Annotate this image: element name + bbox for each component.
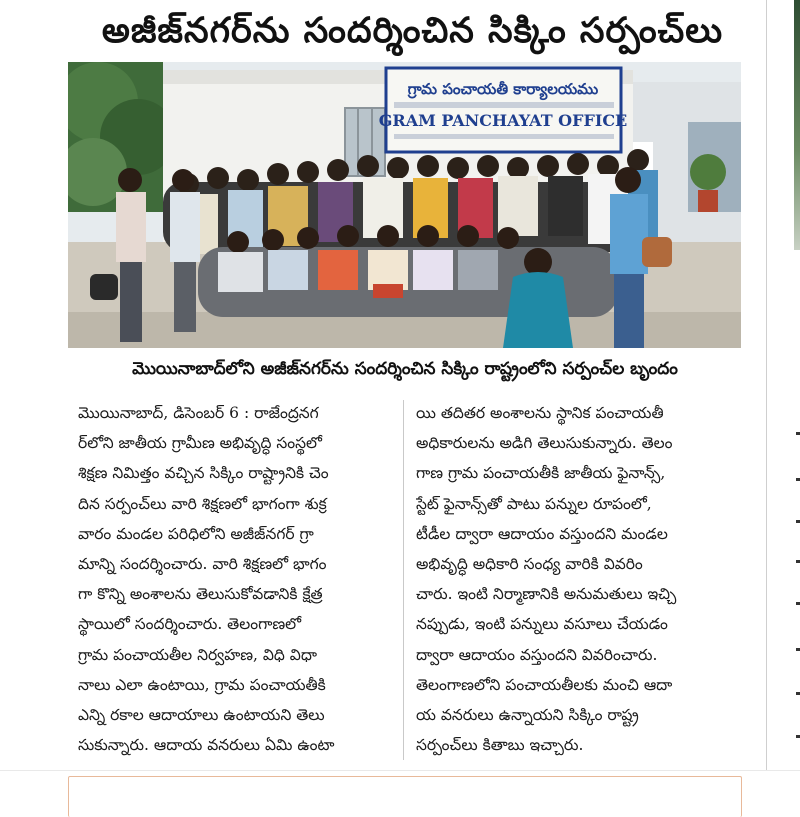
column-divider	[403, 400, 404, 760]
body-line: అధికారులను అడిగి తెలుసుకున్నారు. తెలం	[416, 434, 673, 453]
body-line: టీడీల ద్వారా ఆదాయం వస్తుందని మండల	[416, 524, 668, 543]
body-line: సర్పంచ్‌లు కితాబు ఇచ్చారు.	[416, 736, 584, 755]
body-line: తెలంగాణలోని పంచాయతీలకు మంచి ఆదా	[416, 675, 673, 694]
photo-caption: మొయినాబాద్‌లోని అజీజ్‌నగర్‌ను సందర్శించిన సిక్కిం రాష్ట్రంలోని సర్పంచ్‌ల బృందం	[132, 359, 678, 379]
body-line: ర్‌లోని జాతీయ గ్రామీణ అభివృద్ధి సంస్థలో	[78, 434, 322, 453]
body-line: నాలు ఎలా ఉంటాయి, గ్రామ పంచాయతీకి	[78, 675, 326, 694]
body-line: స్టేట్ ఫైనాన్స్‌తో పాటు పన్నుల రూపంలో,	[416, 494, 652, 513]
body-line: మొయినాబాద్, డిసెంబర్ 6 : రాజేంద్రనగ	[78, 404, 319, 422]
body-line: య వనరులు ఉన్నాయని సిక్కిం రాష్ట్ర	[416, 705, 639, 724]
body-line: గ్రామ పంచాయతీల నిర్వహణ, విధి విధా	[78, 645, 317, 664]
body-line: స్థాయిలో సందర్శించారు. తెలంగాణలో	[78, 615, 302, 634]
adjacent-text-fragment	[796, 432, 800, 435]
body-line: శిక్షణ నిమిత్తం వచ్చిన సిక్కిం రాష్ట్రానికి చెం	[78, 464, 329, 483]
body-line: గా కొన్ని అంశాలను తెలుసుకోవడానికి క్షేత్ర	[78, 585, 323, 604]
adjacent-text-fragment	[796, 692, 800, 695]
article-body-right-column	[416, 398, 741, 760]
body-line: గాణ గ్రామ పంచాయతీకి జాతీయ ఫైనాన్స్,	[416, 464, 666, 483]
body-line: ఎన్ని రకాల ఆదాయాలు ఉంటాయని తెలు	[78, 705, 325, 724]
body-line: వారం మండల పరిధిలోని అజీజ్‌నగర్ గ్రా	[78, 524, 314, 543]
body-line: చారు. ఇంటి నిర్మాణానికి అనుమతులు ఇచ్చి	[416, 585, 677, 604]
article-headline: అజీజ్‌నగర్‌ను సందర్శించిన సిక్కిం సర్పంచ్‌లు	[101, 11, 724, 51]
adjacent-text-fragment	[796, 735, 800, 738]
body-line: అభివృద్ధి అధికారి సంధ్య వారికి వివరిం	[416, 554, 643, 573]
article-body-left-column	[78, 398, 403, 760]
adjacent-text-fragment	[796, 560, 800, 563]
adjacent-text-fragment	[796, 478, 800, 481]
adjacent-photo-edge	[794, 0, 800, 250]
next-article-box	[68, 776, 742, 817]
adjacent-text-fragment	[796, 602, 800, 605]
body-line: దిన సర్పంచ్‌లు వారి శిక్షణలో భాగంగా శుక్ర	[78, 494, 327, 513]
section-divider	[0, 770, 800, 771]
sign-english-text: GRAM PANCHAYAT OFFICE	[378, 111, 628, 130]
body-line: సుకున్నారు. ఆదాయ వనరులు ఏమి ఉంటా	[78, 736, 335, 755]
body-line: నప్పుడు, ఇంటి పన్నులు వసూలు చేయడం	[416, 615, 668, 634]
standing-man-left	[170, 169, 200, 332]
adjacent-article-edge	[766, 0, 800, 770]
body-line: మాన్ని సందర్శించారు. వారి శిక్షణలో భాగం	[78, 554, 327, 573]
adjacent-text-fragment	[796, 648, 800, 651]
news-article	[60, 0, 765, 770]
group-photo-illustration	[68, 62, 741, 348]
adjacent-text-fragment	[796, 520, 800, 523]
page-column-rule	[766, 0, 767, 770]
sign-telugu-text: గ్రామ పంచాయతీ కార్యాలయము	[407, 80, 599, 98]
body-line: యి తదితర అంశాలను స్థానిక పంచాయతీ	[416, 404, 664, 422]
group-photo	[68, 62, 741, 348]
body-line: ద్వారా ఆదాయం వస్తుందని వివరించారు.	[416, 645, 658, 664]
